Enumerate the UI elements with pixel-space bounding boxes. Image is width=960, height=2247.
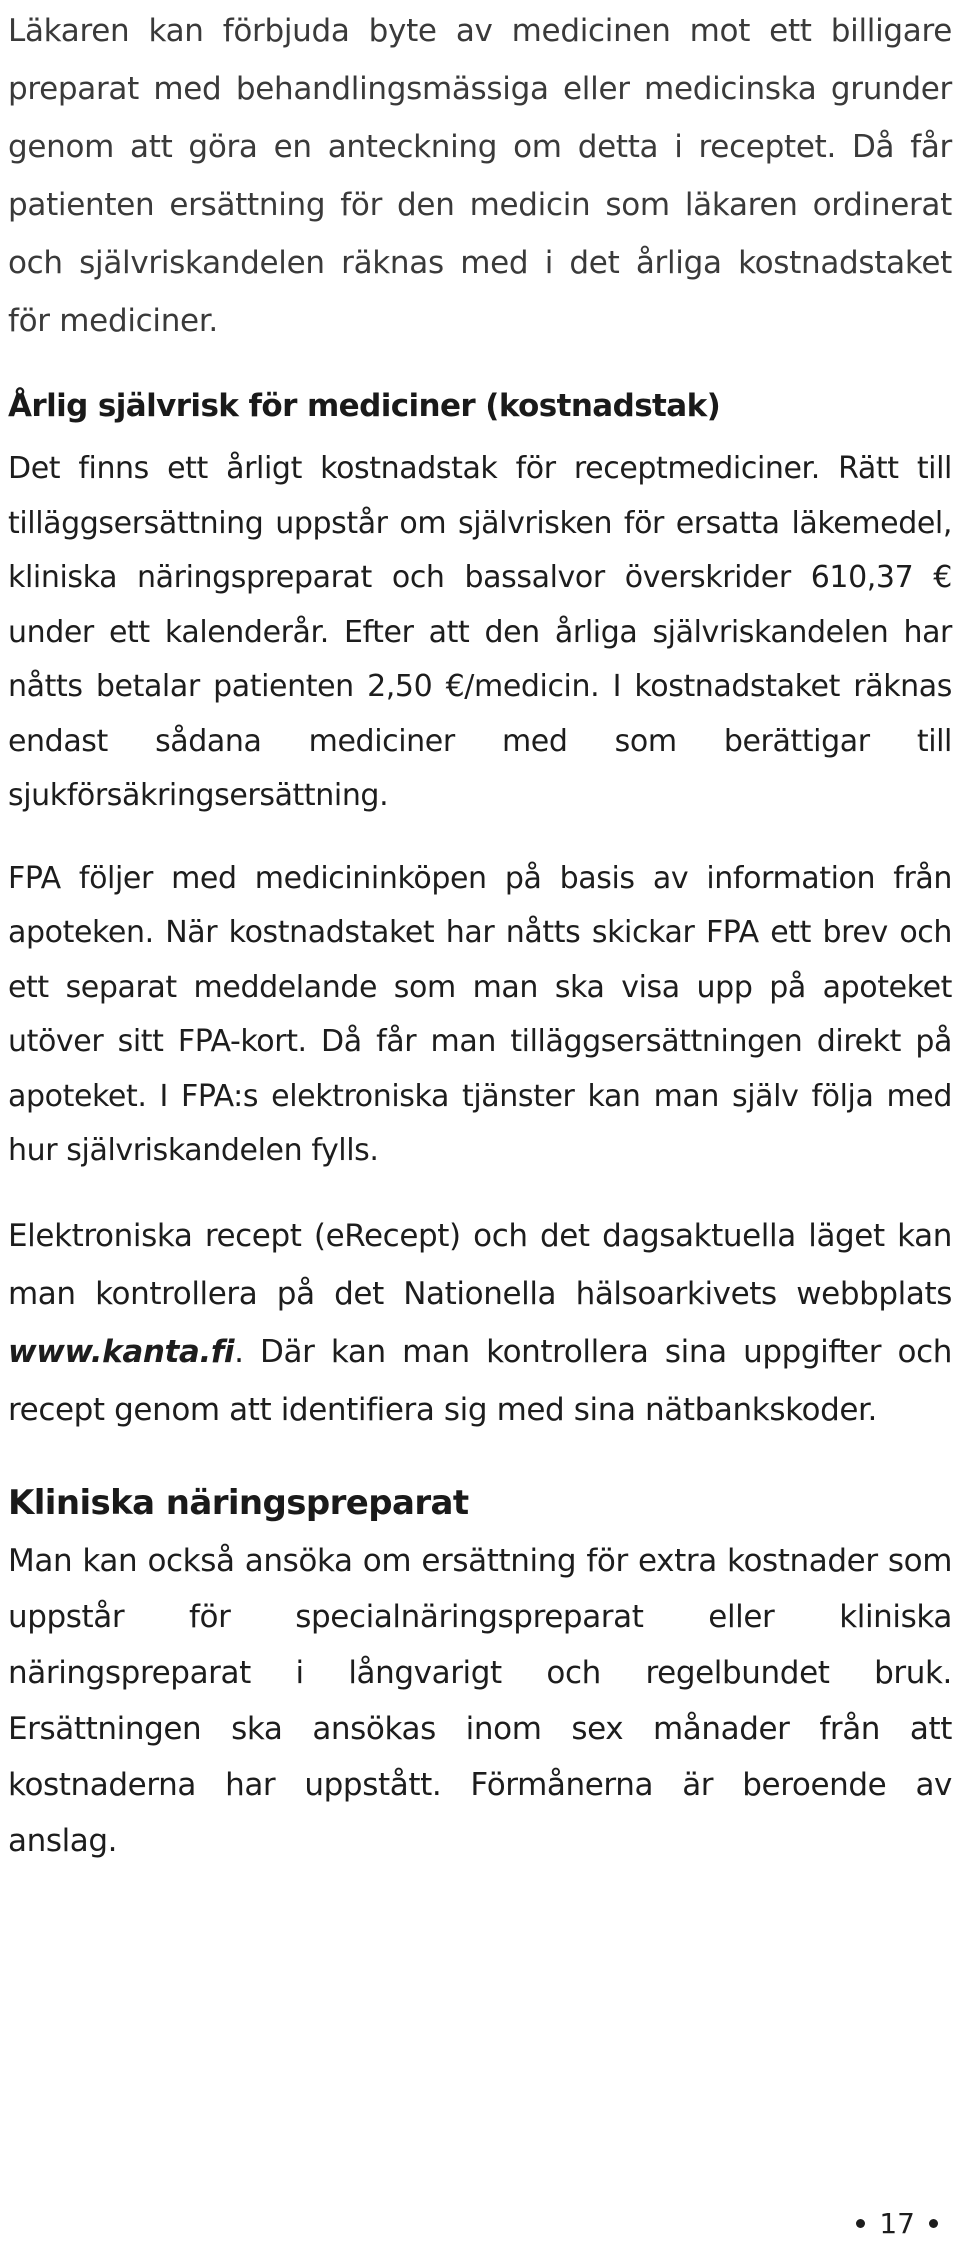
intro-paragraph: Läkaren kan förbjuda byte av medicinen mot ett billigare preparat med behandlingsmässiga eller medicinska grunder genom att göra en anteckning om detta i receptet. Då får patienten ersättning för den medicin som läkaren ordinerat och självriskandelen räknas med i det årliga kostnadstaket för mediciner. (8, 13, 952, 339)
erecept-text-start: Elektroniska recept (eRecept) och det dagsaktuella läget kan man kontrollera på det Nationella hälsoarkivets webbplats (8, 1217, 952, 1312)
naringspreparat-paragraph: Man kan också ansöka om ersättning för extra kostnader som uppstår för specialnäringspreparat eller kliniska näringspreparat i långvarigt och regelbundet bruk. Ersättningen ska ansökas inom sex månader från att kostnaderna har uppstått. Förmånerna är beroende av anslag. (8, 1542, 952, 1859)
kanta-link[interactable]: www.kanta.fi (8, 1333, 235, 1370)
page-footer (856, 2207, 938, 2240)
page-number: 17 (879, 2207, 915, 2240)
kostnadstak-paragraph: Det finns ett årligt kostnadstak för receptmediciner. Rätt till tilläggsersättning uppstår om självrisken för ersatta läkemedel, kliniska näringspreparat och bassalvor överskrider 610,37 € under ett kalenderår. Efter att den årliga självriskandelen har nåtts betalar patienten 2,50 €/medicin. I kostnadstaket räknas endast sådana mediciner med som berättigar till sjukförsäkringsersättning. (8, 451, 952, 813)
erecept-text-end: . Där kan man kontrollera sina uppgifter och recept genom att identifiera sig med sina nätbankskoder. (8, 1333, 952, 1428)
section-heading-naringspreparat: Kliniska näringspreparat (8, 1482, 469, 1523)
bullet-icon (856, 2219, 865, 2228)
fpa-paragraph: FPA följer med medicininköpen på basis av information från apoteken. När kostnadstaket har nåtts skickar FPA ett brev och ett separat meddelande som man ska visa upp på apoteket utöver sitt FPA-kort. Då får man tilläggsersättningen direkt på apoteket. I FPA:s elektroniska tjänster kan man själv följa med hur självriskandelen fylls. (8, 860, 952, 1168)
bullet-icon (929, 2219, 938, 2228)
document-page (8, 0, 952, 1869)
erecept-paragraph (8, 1207, 952, 1439)
section-heading-kostnadstak: Årlig självrisk för mediciner (kostnadstak) (8, 388, 721, 424)
